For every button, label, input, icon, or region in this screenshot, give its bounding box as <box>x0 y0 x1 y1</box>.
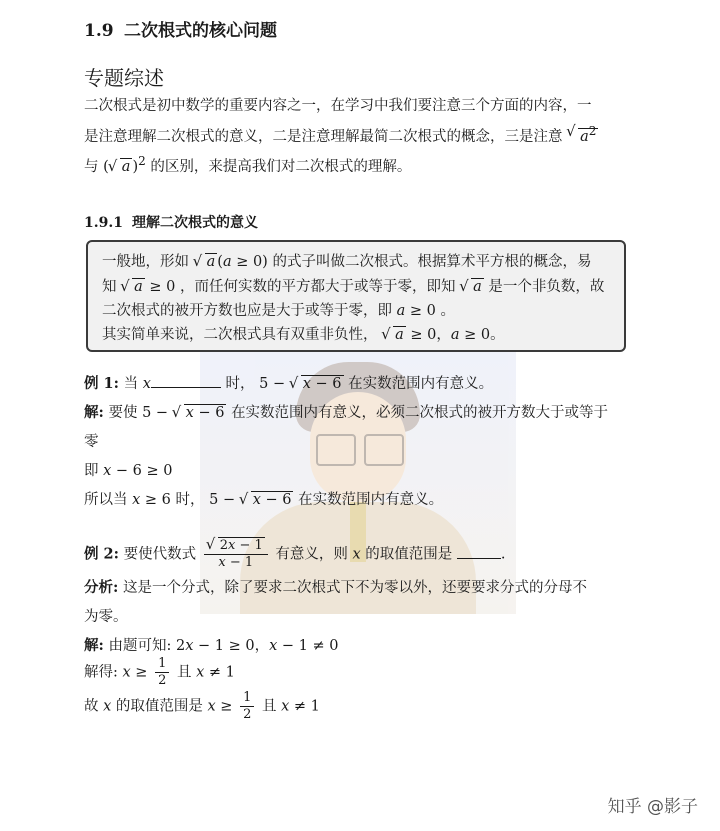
box-l2-b: ，而任何实数的平方都大于或等于零，即知 <box>179 279 456 295</box>
topic-heading: 专题综述 <box>84 66 164 90</box>
subsection-title <box>84 212 258 232</box>
example-1-sol-label: 解: <box>84 404 104 421</box>
example-2-solution: 解: 由题可知: 2x − 1 ≥ 0，x − 1 ≠ 0 <box>84 637 339 654</box>
section-number: 1.9 <box>84 21 114 41</box>
watermark-glasses-right <box>364 434 404 466</box>
example-2-sol-a: 由题可知: <box>108 638 172 654</box>
box-line-1: 一般地，形如 √ a (a ≥ 0) 的式子叫做二次根式。根据算术平方根的概念，易 <box>102 250 591 271</box>
intro-line-3-a: 与 <box>84 158 99 175</box>
box-line-2: 知 √ a ≥ 0 ，而任何实数的平方都大于或等于零，即知 √ a 是一个非负数，故 <box>102 275 604 296</box>
box-line-3: 二次根式的被开方数也应是大于或等于零，即 a ≥ 0 。 <box>102 303 455 319</box>
example-2-analysis-a: 这是一个分式，除了要求二次根式下不为零以外，还要要求分式的分母不 <box>122 580 587 596</box>
fraction-expression: √ $\frac{2x - 1}{x - 1}$ <box>204 538 268 571</box>
example-1-step-1-text: 即 <box>84 463 99 479</box>
example-2-question: 例 2: 要使代数式 √ $\frac{2x - 1}{x - 1}$ 有意义，则 x 的取值范围是 . <box>84 538 506 571</box>
box-l2-a: 知 <box>102 279 117 295</box>
example-1-step-2: 所以当 x ≥ 6 时， 5 − √ x − 6 在实数范围内有意义。 <box>84 488 443 509</box>
example-1-q-b: 时， <box>225 376 255 392</box>
example-1-question: 例 1: 当 x 时， 5 − √ x − 6 在实数范围内有意义。 <box>84 372 493 393</box>
example-2-step-1: 解得: x ≥ $\frac{1}{2}$ 且 x ≠ 1 <box>84 656 235 688</box>
example-1-sol-a: 要使 <box>108 405 138 421</box>
definition-box <box>86 240 626 352</box>
watermark-glasses-left <box>316 434 356 466</box>
example-1-q-c: 在实数范围内有意义。 <box>348 376 494 392</box>
box-l3: 二次根式的被开方数也应是大于或等于零，即 <box>102 303 392 319</box>
box-l4: 其实简单来说，二次根式具有双重非负性， <box>102 327 378 343</box>
example-2-analysis-cont: 为零。 <box>84 609 128 625</box>
answer-blank-1 <box>151 375 221 388</box>
example-2-label: 例 2: <box>84 545 119 563</box>
intro-line-3: 与 (√ a )$^2$ 的区别，来提高我们对二次根式的理解。 <box>84 154 411 176</box>
example-2-analysis <box>84 576 587 597</box>
example-2-q-b: 有意义，则 <box>275 546 348 563</box>
box-l1-b: 的式子叫做二次根式。根据算术平方根的概念，易 <box>272 254 592 270</box>
intro-line-3-b: 的区别，来提高我们对二次根式的理解。 <box>150 158 412 175</box>
footer-attribution: 知乎 @影子 <box>607 797 698 817</box>
example-2-q-a: 要使代数式 <box>123 546 197 563</box>
example-1-sol-b: 在实数范围内有意义，必须二次根式的被开方数大于或等于 <box>231 405 609 421</box>
box-line-4: 其实简单来说，二次根式具有双重非负性， √ a ≥ 0，a ≥ 0。 <box>102 323 505 344</box>
intro-line-1: 二次根式是初中数学的重要内容之一，在学习中我们要注意三个方面的内容，一 <box>84 98 592 114</box>
section-title-text: 二次根式的核心问题 <box>124 21 277 41</box>
intro-line-2 <box>84 124 598 146</box>
example-2-step-2: 故 x 的取值范围是 x ≥ $\frac{1}{2}$ 且 x ≠ 1 <box>84 690 320 722</box>
box-l2-c: 是一个非负数，故 <box>488 279 605 295</box>
example-1-step-1: 即 x − 6 ≥ 0 <box>84 463 173 479</box>
section-title <box>84 16 277 41</box>
example-1-solution: 解: 要使 5 − √ x − 6 在实数范围内有意义，必须二次根式的被开方数大于或等于 <box>84 401 608 422</box>
example-1-q-a: 当 <box>123 376 139 392</box>
answer-blank-2 <box>457 546 501 559</box>
example-2-q-c: 的取值范围是 <box>365 546 453 563</box>
subsection-title-text: 理解二次根式的意义 <box>132 215 258 231</box>
example-1-solution-cont: 零 <box>84 434 99 450</box>
example-2-sol-label: 解: <box>84 637 104 654</box>
subsection-number: 1.9.1 <box>84 215 123 231</box>
example-1-step-2-c: 在实数范围内有意义。 <box>298 492 444 508</box>
box-l1-a: 一般地，形如 <box>102 254 189 270</box>
example-1-step-2-b: 时， <box>175 492 205 508</box>
example-1-label: 例 1: <box>84 375 119 392</box>
example-2-step-2-b: 的取值范围是 <box>115 698 203 715</box>
intro-line-2-text: 是注意理解二次根式的意义，二是注意理解最简二次根式的概念，三是注意 <box>84 128 563 145</box>
example-2-step-2-a: 故 <box>84 698 99 715</box>
example-2-analysis-label: 分析: <box>84 579 119 596</box>
example-1-step-2-a: 所以当 <box>84 492 128 508</box>
sqrt-a-squared: √ $a^2$ <box>568 124 598 145</box>
example-2-step-1-text: 解得: <box>84 664 118 681</box>
